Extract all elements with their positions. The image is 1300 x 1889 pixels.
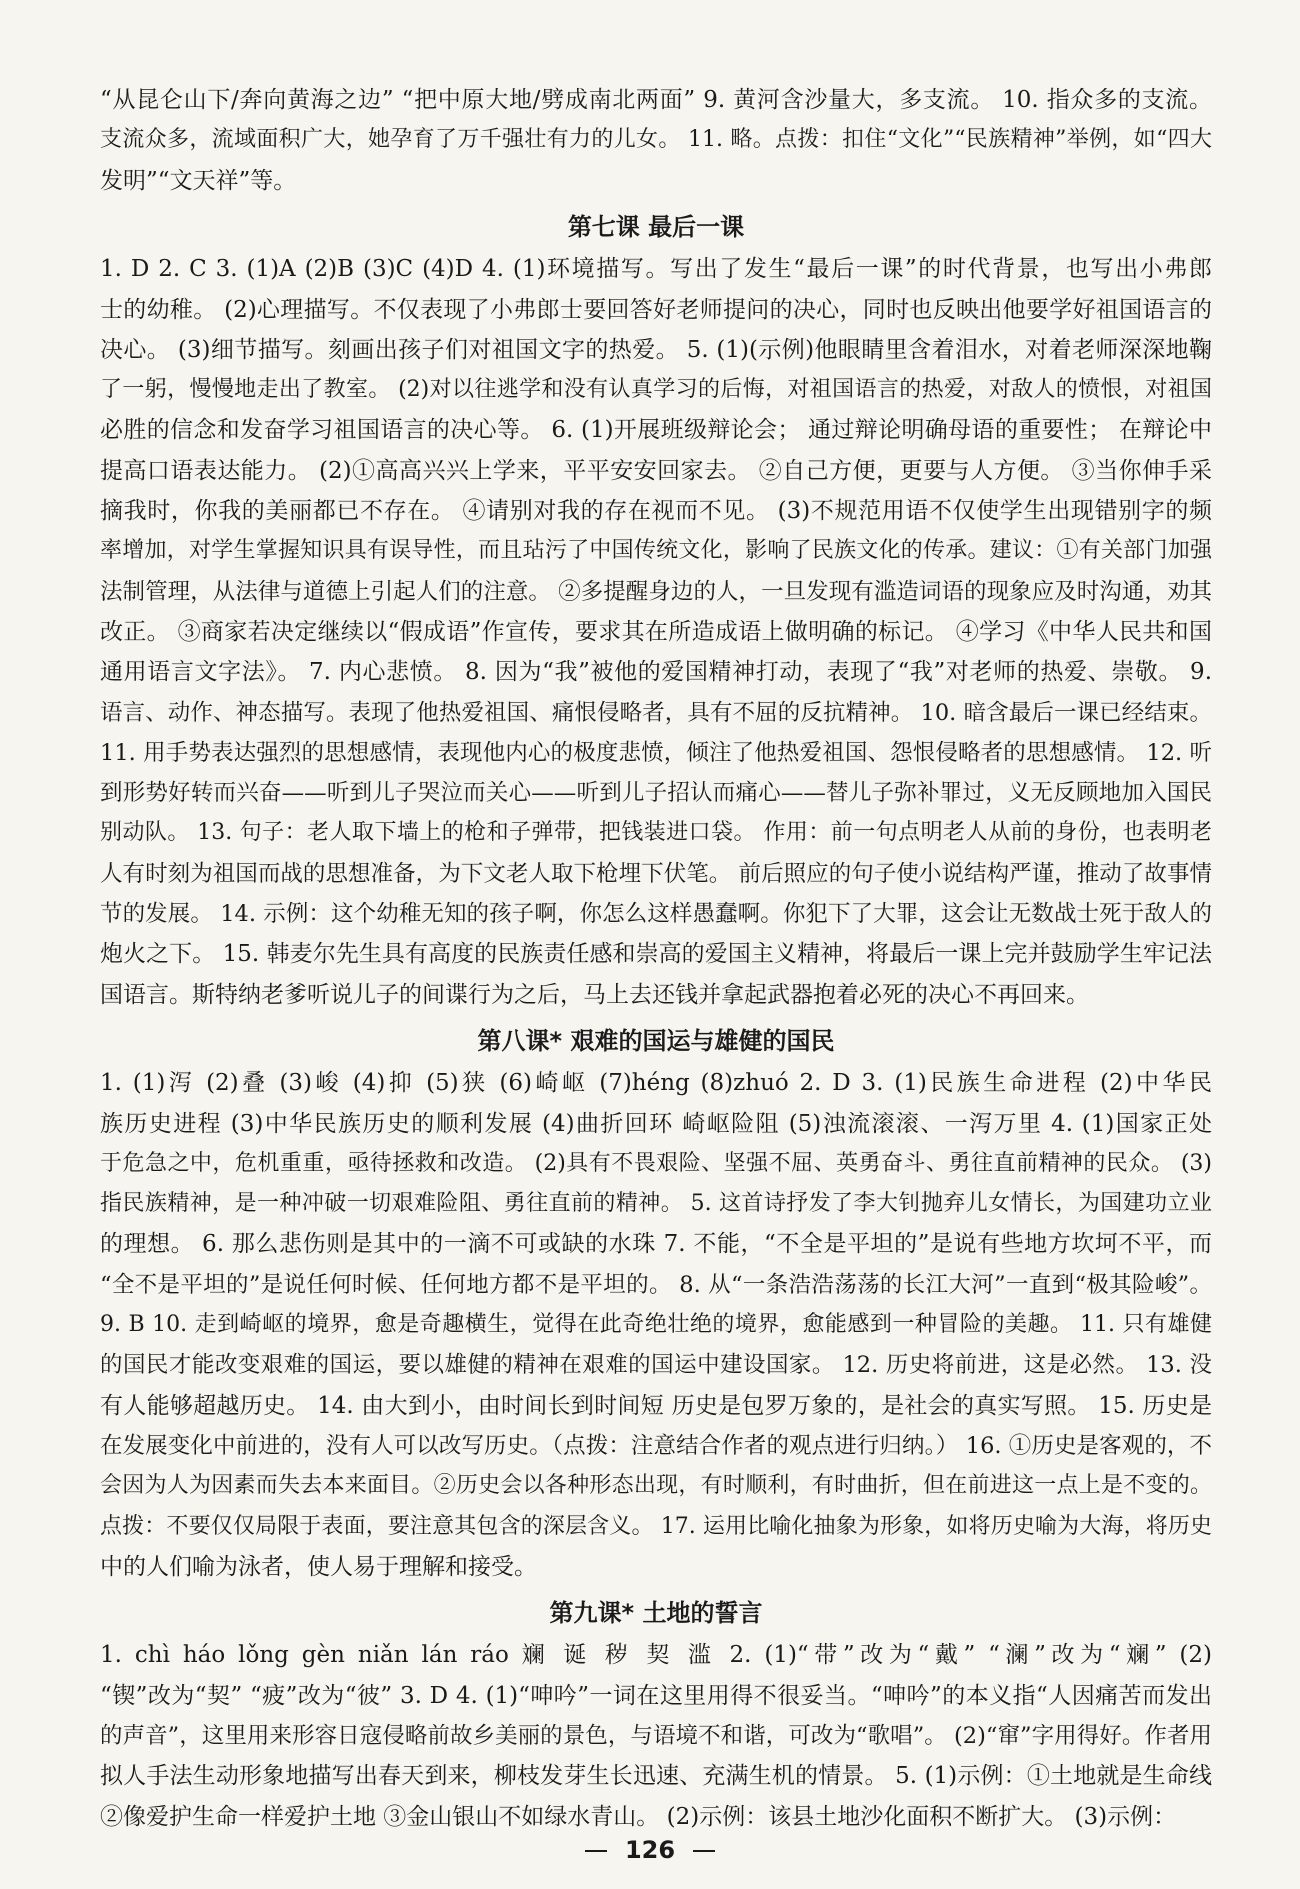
answer-text-line: 通用语言文字法》。 7. 内心悲愤。 8. 因为“我”被他的爱国精神打动，表现了“我”对老师的热爱、崇敬。 9. [100, 659, 1212, 686]
answer-text-line: 1. (1)泻 (2)叠 (3)峻 (4)抑 (5)狭 (6)崎岖 (7)héng (8)zhuó 2. D 3. (1)民族生命进程 (2)中华民 [100, 1070, 1212, 1097]
answer-text-line: 在发展变化中前进的，没有人可以改写历史。（点拨：注意结合作者的观点进行归纳。） 16. ①历史是客观的，不 [100, 1432, 1212, 1459]
answer-text-line: 1. D 2. C 3. (1)A (2)B (3)C (4)D 4. (1)环境描写。写出了发生“最后一课”的时代背景，也写出小弗郎 [100, 256, 1212, 283]
answer-text-line: 了一躬，慢慢地走出了教室。 (2)对以往逃学和没有认真学习的后悔，对祖国语言的热爱，对敌人的愤恨，对祖国 [100, 377, 1212, 403]
answer-text-line: 的国民才能改变艰难的国运，要以雄健的精神在艰难的国运中建设国家。 12. 历史将前进，这是必然。 13. 没 [100, 1352, 1212, 1379]
answer-text-line: 支流众多，流域面积广大，她孕育了万千强壮有力的儿女。 11. 略。点拨：扣住“文化”“民族精神”举例，如“四大 [100, 127, 1212, 153]
answer-text-line: 拟人手法生动形象地描写出春天到来，柳枝发芽生长迅速、充满生机的情景。 5. (1)示例：①土地就是生命线 [100, 1763, 1212, 1790]
answer-text-line: 人有时刻为祖国而战的思想准备，为下文老人取下枪埋下伏笔。 前后照应的句子使小说结构严谨，推动了故事情 [100, 860, 1212, 887]
answer-text-line: 9. B 10. 走到崎岖的境界，愈是奇趣横生，觉得在此奇绝壮绝的境界，愈能感到一种冒险的美趣。 11. 只有雄健 [100, 1312, 1212, 1337]
answer-text-line: 有人能够超越历史。 14. 由大到小，由时间长到时间短 历史是包罗万象的，是社会的真实写照。 15. 历史是 [100, 1392, 1212, 1419]
answer-text-line: 炮火之下。 15. 韩麦尔先生具有高度的民族责任感和崇高的爱国主义精神，将最后一课上完并鼓励学生牢记法 [100, 941, 1212, 968]
answer-text-line: 士的幼稚。 (2)心理描写。不仅表现了小弗郎士要回答好老师提问的决心，同时也反映出他要学好祖国语言的 [100, 296, 1212, 323]
answer-text-line: 的声音”，这里用来形容日寇侵略前故乡美丽的景色，与语境不和谐，可改为“歌唱”。 (2)“窜”字用得好。作者用 [100, 1723, 1212, 1749]
answer-text-line: “锲”改为“契” “疲”改为“彼” 3. D 4. (1)“呻吟”一词在这里用得不很妥当。“呻吟”的本义指“人因痛苦而发出 [100, 1682, 1212, 1709]
page-footer [0, 1833, 1300, 1867]
answer-text-line: 1. chì háo lǒng gèn niǎn lán ráo 斓 诞 秽 契 滥 2. (1)“带”改为“戴” “澜”改为“斓” (2) [100, 1642, 1212, 1669]
answer-text-line: “全不是平坦的”是说任何时候、任何地方都不是平坦的。 8. 从“一条浩浩荡荡的长江大河”一直到“极其险峻”。 [100, 1271, 1212, 1298]
answer-text-line: 中的人们喻为泳者，使人易于理解和接受。 [100, 1553, 537, 1580]
page-number: 126 [624, 1836, 676, 1864]
answer-text-line: 于危急之中，危机重重，亟待拯救和改造。 (2)具有不畏艰险、坚强不屈、英勇奋斗、勇往直前精神的民众。 (3) [100, 1150, 1212, 1176]
answer-text-line: 族历史进程 (3)中华民族历史的顺利发展 (4)曲折回环 崎岖险阻 (5)浊流滚滚、一泻万里 4. (1)国家正处 [100, 1110, 1212, 1137]
answer-text-line: 会因为人为因素而失去本来面目。②历史会以各种形态出现，有时顺利，有时曲折，但在前进这一点上是不变的。 [100, 1473, 1212, 1499]
answer-text-line: 到形势好转而兴奋——听到儿子哭泣而关心——听到儿子招认而痛心——替儿子弥补罪过，义无反顾地加入国民 [100, 780, 1212, 807]
answer-text-line: 点拨：不要仅仅局限于表面，要注意其包含的深层含义。 17. 运用比喻化抽象为形象，如将历史喻为大海，将历史 [100, 1513, 1212, 1539]
answer-text-line: 决心。 (3)细节描写。刻画出孩子们对祖国文字的热爱。 5. (1)(示例)他眼睛里含着泪水，对着老师深深地鞠 [100, 336, 1212, 363]
answer-text-line: 指民族精神，是一种冲破一切艰难险阻、勇往直前的精神。 5. 这首诗抒发了李大钊抛弃儿女情长，为国建功立业 [100, 1191, 1212, 1217]
answer-text-line: 率增加，对学生掌握知识具有误导性，而且玷污了中国传统文化，影响了民族文化的传承。建议：①有关部门加强 [100, 538, 1212, 564]
answer-text-line: 发明”“文天祥”等。 [100, 167, 297, 194]
answer-text-line: 节的发展。 14. 示例：这个幼稚无知的孩子啊，你怎么这样愚蠢啊。你犯下了大罪，这会让无数战士死于敌人的 [100, 901, 1212, 927]
answer-text-line: 摘我时，你我的美丽都已不存在。 ④请别对我的存在视而不见。 (3)不规范用语不仅使学生出现错别字的频 [100, 498, 1212, 524]
footer-dash-left [585, 1850, 607, 1852]
answer-text-line: 法制管理，从法律与道德上引起人们的注意。 ②多提醒身边的人，一旦发现有滥造词语的现象应及时沟通，劝其 [100, 578, 1212, 605]
lesson-heading: 第八课* 艰难的国运与雄健的国民 [477, 1026, 835, 1055]
answer-text-line: 别动队。 13. 句子：老人取下墙上的枪和子弹带，把钱装进口袋。 作用：前一句点明老人从前的身份，也表明老 [100, 820, 1212, 846]
answer-text-line: 改正。 ③商家若决定继续以“假成语”作宣传，要求其在所造成语上做明确的标记。 ④学习《中华人民共和国 [100, 618, 1212, 645]
footer-dash-right [693, 1850, 715, 1852]
lesson-heading: 第七课 最后一课 [567, 212, 745, 241]
answer-text-line: 提高口语表达能力。 (2)①高高兴兴上学来，平平安安回家去。 ②自己方便，更要与人方便。 ③当你伸手采 [100, 457, 1212, 484]
answer-text-line: ②像爱护生命一样爱护土地 ③金山银山不如绿水青山。 (2)示例：该县土地沙化面积不断扩大。 (3)示例： [100, 1803, 1177, 1830]
answer-text-line: 语言、动作、神态描写。表现了他热爱祖国、痛恨侵略者，具有不屈的反抗精神。 10. 暗含最后一课已经结束。 [100, 699, 1212, 726]
answer-text-line: 的理想。 6. 那么悲伤则是其中的一滴不可或缺的水珠 7. 不能，“不全是平坦的”是说有些地方坎坷不平，而 [100, 1231, 1212, 1258]
answer-text-line: 必胜的信念和发奋学习祖国语言的决心等。 6. (1)开展班级辩论会； 通过辩论明确母语的重要性； 在辩论中 [100, 417, 1212, 444]
lesson-heading: 第九课* 土地的誓言 [549, 1599, 763, 1628]
answer-text-line: “从昆仑山下/奔向黄海之边” “把中原大地/劈成南北两面” 9. 黄河含沙量大，多支流。 10. 指众多的支流。 [100, 87, 1212, 113]
answer-text-line: 11. 用手势表达强烈的思想感情，表现他内心的极度悲愤，倾注了他热爱祖国、怨恨侵略者的思想感情。 12. 听 [100, 739, 1212, 766]
answer-text-line: 国语言。斯特纳老爹听说儿子的间谍行为之后，马上去还钱并拿起武器抱着必死的决心不再回来。 [100, 981, 1089, 1008]
